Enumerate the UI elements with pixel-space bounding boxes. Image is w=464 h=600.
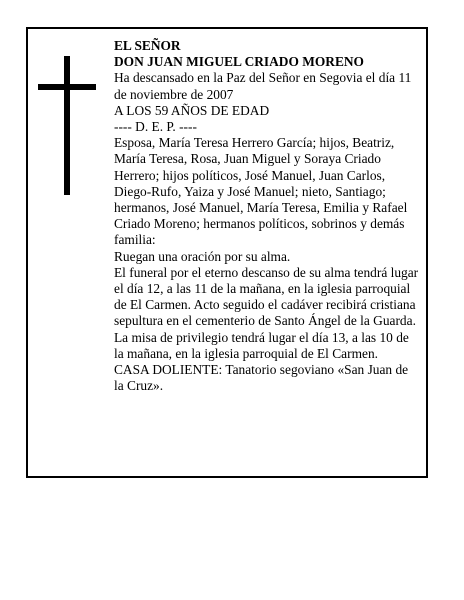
deceased-name: DON JUAN MIGUEL CRIADO MORENO <box>114 54 364 70</box>
funeral-details: El funeral por el eterno descanso de su alma tendrá lugar el día 12, a las 11 de la mañana, en la iglesia parroquial de El Carmen. Acto seguido el cadáver recibirá cristiana sepultura en el cementerio de Santo Ángel de la Guarda. La misa de privilegio tendrá lugar el día 13, a las 10 de la mañana, en la iglesia parroquial de El Carmen. <box>114 264 419 361</box>
prayer-request: Ruegan una oración por su alma. <box>114 248 291 264</box>
age-at-death: A LOS 59 AÑOS DE EDAD <box>114 102 270 118</box>
deceased-title: EL SEÑOR <box>114 38 181 53</box>
rip-line: ---- D. E. P. ---- <box>114 119 197 135</box>
family-list: Esposa, María Teresa Herrero García; hijos, Beatriz, María Teresa, Rosa, Juan Miguel y Soraya Criado Herrero; hijos políticos, José Manuel, Juan Carlos, Diego-Rufo, Yaiza y José Manuel; nieto, Santiago; hermanos, José Manuel, María Teresa, Emilia y Rafael Criado Moreno; hermanos políticos, sobrinos y demás familia: <box>114 135 408 248</box>
death-info: Ha descansado en la Paz del Señor en Segovia el día 11 de noviembre de 2007 <box>114 70 412 102</box>
cross-horizontal-bar <box>38 84 96 90</box>
obituary-text <box>114 38 420 394</box>
cross-vertical-bar <box>64 56 70 195</box>
mourning-house: CASA DOLIENTE: Tanatorio segoviano «San Juan de la Cruz». <box>114 362 409 394</box>
